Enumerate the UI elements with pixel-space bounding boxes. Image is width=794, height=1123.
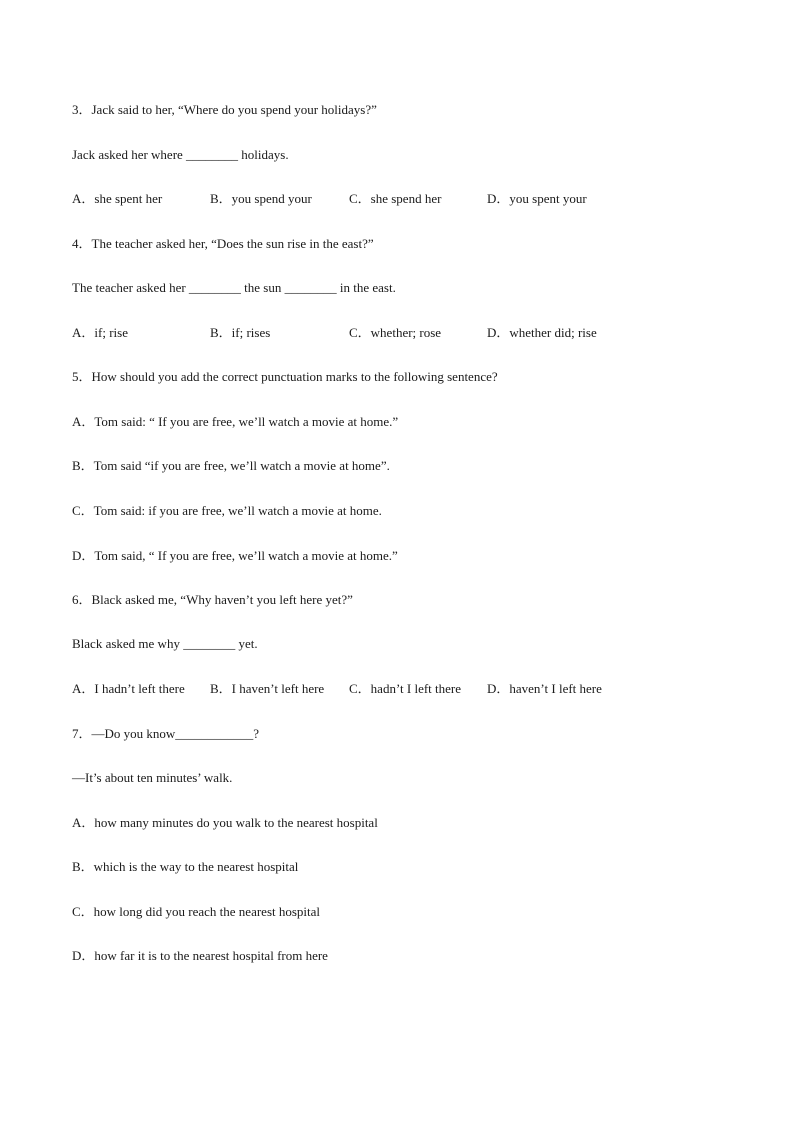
question-5-option-a: A．Tom said: “ If you are free, we’ll watch a movie at home.” (72, 414, 399, 429)
question-7-reply: —It’s about ten minutes’ walk. (72, 770, 233, 785)
question-7-option-b: B．which is the way to the nearest hospital (72, 859, 299, 874)
question-3-option-b: B．you spend your (210, 191, 312, 206)
question-6-prompt: Black asked me why ________ yet. (72, 636, 258, 651)
question-3-option-c: C．she spend her (349, 191, 442, 206)
question-5-option-d: D．Tom said, “ If you are free, we’ll watch a movie at home.” (72, 548, 398, 563)
question-4-options (72, 324, 712, 342)
question-4-prompt: The teacher asked her ________ the sun ________ in the east. (72, 280, 396, 295)
question-6-option-a: A．I hadn’t left there (72, 681, 185, 696)
question-4-option-b: B．if; rises (210, 325, 271, 340)
question-5-option-c: C．Tom said: if you are free, we’ll watch a movie at home. (72, 503, 382, 518)
question-7-option-c: C．how long did you reach the nearest hospital (72, 904, 321, 919)
question-3-stem: 3．Jack said to her, “Where do you spend your holidays?” (72, 102, 377, 117)
question-3-options (72, 190, 712, 208)
question-6-option-c: C．hadn’t I left there (349, 681, 462, 696)
question-4-option-c: C．whether; rose (349, 325, 442, 340)
question-6-options (72, 680, 712, 698)
question-4-option-d: D．whether did; rise (487, 325, 597, 340)
question-4-option-a: A．if; rise (72, 325, 128, 340)
question-7-option-a: A．how many minutes do you walk to the nearest hospital (72, 815, 378, 830)
question-7-option-d: D．how far it is to the nearest hospital from here (72, 948, 328, 963)
question-5-option-b: B．Tom said “if you are free, we’ll watch a movie at home”. (72, 458, 390, 473)
question-4-stem: 4．The teacher asked her, “Does the sun rise in the east?” (72, 236, 374, 251)
question-6-option-b: B．I haven’t left here (210, 681, 325, 696)
question-6-option-d: D．haven’t I left here (487, 681, 602, 696)
question-3-option-d: D．you spent your (487, 191, 587, 206)
question-6-stem: 6．Black asked me, “Why haven’t you left here yet?” (72, 592, 353, 607)
question-5-stem: 5．How should you add the correct punctuation marks to the following sentence? (72, 369, 498, 384)
question-3-option-a: A．she spent her (72, 191, 163, 206)
question-3-prompt: Jack asked her where ________ holidays. (72, 147, 289, 162)
question-7-stem: 7．—Do you know____________? (72, 726, 260, 741)
